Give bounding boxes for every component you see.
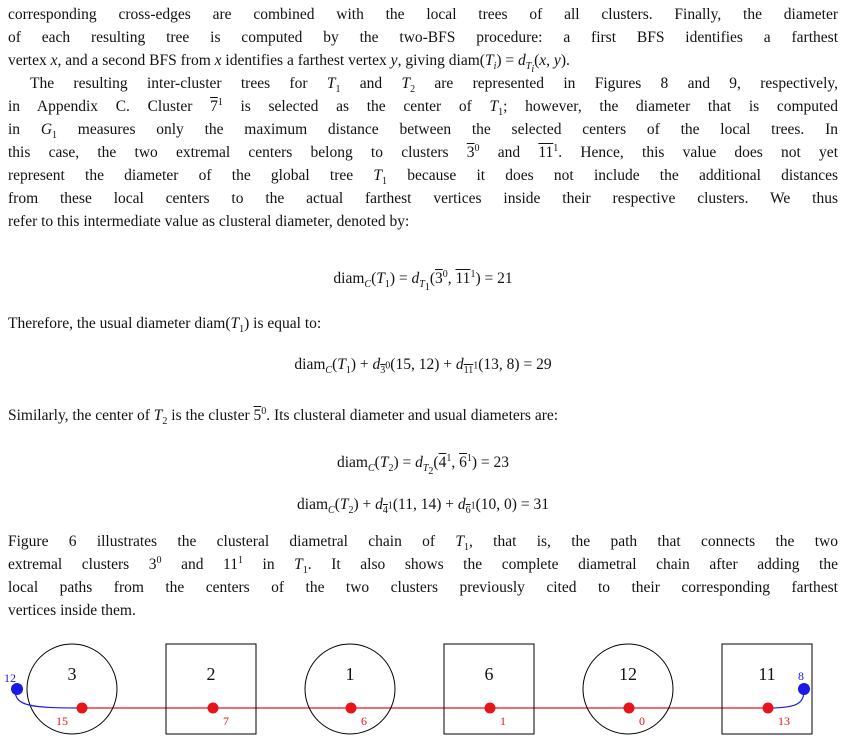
equation-3: $diam_C(T_2) = d_{T_2}(4^1$, $6^1) = 23$ — [336, 452, 509, 478]
text-line: vertex x, and a second BFS from x identifies a farthest vertex y, giving $diam(T_i) = d_{T_i}(x$, y). — [8, 52, 570, 76]
cluster-circle — [305, 644, 395, 734]
equation-2: $diam_C(T_1) + d_{3^0}(15$, $12) + d_{11^1}(13$, 8) = 29 — [294, 356, 552, 377]
text-line: refer to this intermediate value as clusteral diameter, denoted by: — [8, 213, 410, 230]
far-vertex — [798, 683, 810, 695]
text-line: vertices inside them. — [8, 602, 136, 619]
equation-4: $diam_C(T_2) + d_{4^1}(11$, $14) + d_{6^1}(10$, 0) = 31 — [297, 496, 549, 517]
text-line: from these local centers to the actual farthest vertices inside their respective clusters. We thus — [8, 190, 838, 207]
cluster-label: 3 — [67, 664, 77, 684]
text-line: Therefore, the usual diameter $diam(T_1)$ is equal to: — [8, 315, 322, 336]
cluster-label: 1 — [345, 664, 355, 684]
cluster-square — [444, 644, 534, 734]
text-line: of each resulting tree is computed by the two-BFS procedure: a first BFS identifies a farthest — [8, 29, 838, 46]
cluster-circle — [583, 644, 673, 734]
cluster-label: 11 — [758, 664, 776, 684]
chain-vertex — [624, 703, 635, 714]
paragraph-3 — [8, 312, 838, 335]
cluster-label: 2 — [206, 664, 216, 684]
vertex-label: 0 — [639, 714, 645, 728]
text-line: local paths from the centers of the two clusters previously cited to their corresponding farthest — [8, 579, 838, 596]
vertex-label: 15 — [56, 714, 68, 728]
paragraph-2 — [8, 72, 838, 233]
text-line: The resulting inter-cluster trees for $T_1$ and $T_2$ are represented in Figures 8 and 9, respectively, — [30, 75, 838, 96]
chain-vertex — [77, 703, 88, 714]
cluster-square — [166, 644, 256, 734]
text-line: Figure 6 illustrates the clusteral diametral chain of $T_1$, that is, the path that connects the two — [8, 533, 838, 554]
chain-vertex — [208, 703, 219, 714]
vertex-label: 1 — [500, 714, 506, 728]
paragraph-5 — [8, 530, 838, 622]
text-line: corresponding cross-edges are combined with the local trees of all clusters. Finally, the diameter — [8, 6, 838, 23]
figure-diametral-chain — [0, 636, 846, 743]
vertex-label: 12 — [4, 671, 16, 685]
vertex-label: 8 — [798, 669, 804, 683]
text-line: Similarly, the center of $T_2$ is the cluster $5^0$. Its clusteral diameter and usual diameters are: — [8, 405, 559, 428]
chain-vertex — [346, 703, 357, 714]
paragraph-4 — [8, 404, 838, 427]
text-line: this case, the two extremal centers belong to clusters $3^0$ and $11^1$. Hence, this value does not yet — [8, 142, 838, 161]
text-line: extremal clusters $3^0$ and $11^1$ in $T_1$. It also shows the complete diametral chain after adding the — [8, 554, 838, 577]
vertex-label: 13 — [778, 714, 790, 728]
chain-vertex — [485, 703, 496, 714]
cluster-label: 12 — [619, 664, 637, 684]
cluster-label: 6 — [484, 664, 494, 684]
vertex-label: 6 — [361, 714, 367, 728]
text-line: in $G_1$ measures only the maximum distance between the selected centers of the local trees. In — [8, 121, 838, 142]
vertex-label: 7 — [223, 714, 229, 728]
chain-vertex — [763, 703, 774, 714]
local-path-left — [15, 690, 82, 708]
cluster-circle — [27, 644, 117, 734]
text-line: represent the diameter of the global tree $T_1$ because it does not include the additional distances — [8, 167, 838, 188]
text-line: in Appendix C. Cluster $7^1$ is selected as the center of $T_1$; however, the diameter that is computed — [8, 96, 838, 119]
equation-1: $diam_C(T_1) = d_{T_1}(3^0$, $11^1) = 21$ — [333, 268, 513, 294]
paragraph-1 — [8, 3, 838, 76]
